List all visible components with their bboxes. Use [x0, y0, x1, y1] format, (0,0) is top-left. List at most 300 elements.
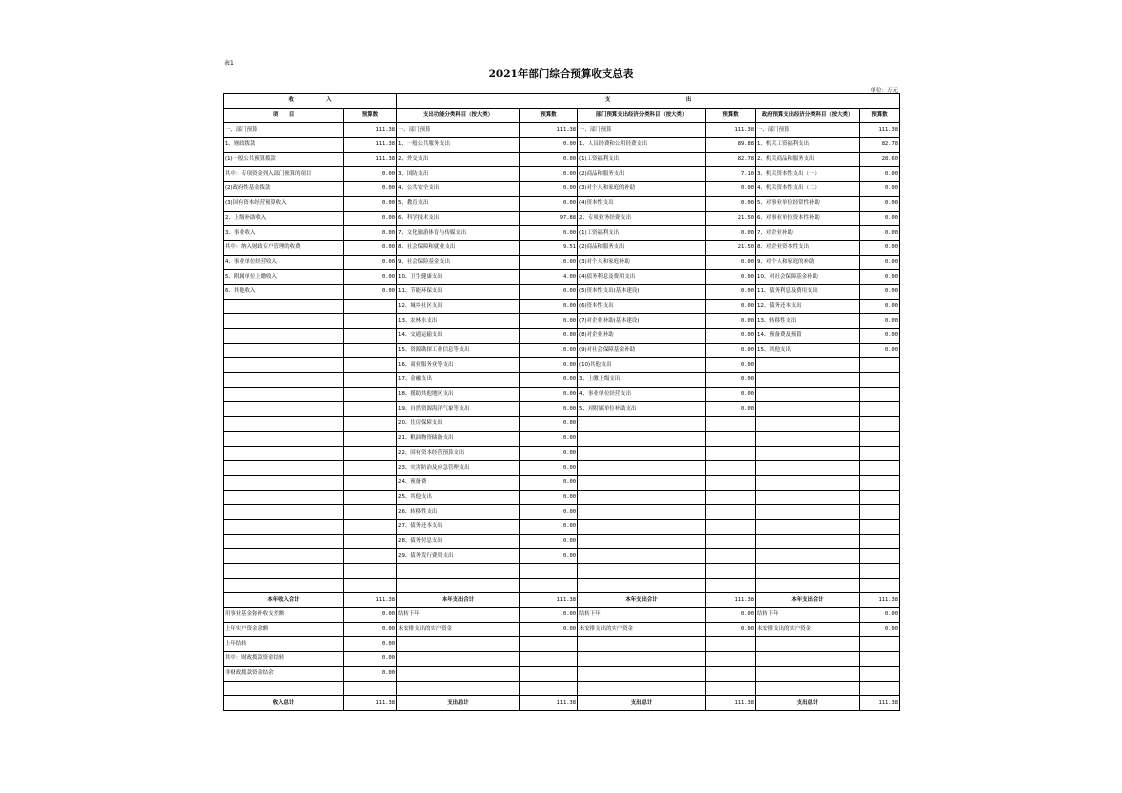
func-item-value: 111.38	[520, 123, 578, 138]
gov-balance-label	[756, 652, 860, 667]
table-row	[224, 343, 900, 358]
table-row	[224, 123, 900, 138]
income-item-value: 0.00	[344, 196, 397, 211]
income-item-label: 2、上级补助收入	[224, 211, 344, 226]
gov-econ-item-label: 11、债务利息及费用支出	[756, 284, 860, 299]
header-row-top	[224, 94, 900, 109]
gov-econ-item-value	[860, 387, 900, 402]
income-item-value	[344, 314, 397, 329]
dept-subtotal-label: 本年支出合计	[578, 593, 706, 608]
table-row	[224, 152, 900, 167]
income-item-value	[344, 475, 397, 490]
dept-econ-item-value: 0.00	[706, 343, 756, 358]
func-balance-label	[397, 652, 520, 667]
gov-econ-item-value: 0.00	[860, 314, 900, 329]
dept-econ-item-value: 0.00	[706, 255, 756, 270]
income-item-label	[224, 329, 344, 344]
table-row	[224, 564, 900, 579]
income-item-value: 0.00	[344, 226, 397, 241]
gov-econ-item-label	[756, 446, 860, 461]
table-row	[224, 622, 900, 637]
col-budget-header: 预算数	[706, 108, 756, 123]
table-row	[224, 182, 900, 197]
dept-econ-item-value	[706, 549, 756, 564]
gov-balance-label	[756, 637, 860, 652]
dept-total-label: 支出总计	[578, 696, 706, 711]
income-item-label	[224, 314, 344, 329]
income-item-value	[344, 578, 397, 593]
dept-econ-item-label: (6)资本性支出	[578, 299, 706, 314]
table-row	[224, 549, 900, 564]
gov-subtotal-label: 本年支出合计	[756, 593, 860, 608]
func-item-label: 13、农林水支出	[397, 314, 520, 329]
table-row	[224, 138, 900, 153]
table-row	[224, 299, 900, 314]
income-item-value	[344, 505, 397, 520]
gov-econ-item-value: 111.38	[860, 123, 900, 138]
func-item-value: 0.00	[520, 534, 578, 549]
gov-econ-item-label: 6、对事业单位资本性补助	[756, 211, 860, 226]
func-balance-value	[520, 652, 578, 667]
gov-econ-item-label	[756, 373, 860, 388]
func-balance-value: 0.00	[520, 608, 578, 623]
func-item-value: 0.00	[520, 329, 578, 344]
func-item-label: 22、国有资本经营预算支出	[397, 446, 520, 461]
income-header: 收 入	[224, 94, 397, 109]
dept-econ-item-label	[578, 564, 706, 579]
dept-econ-item-value	[706, 578, 756, 593]
income-item-value	[344, 358, 397, 373]
dept-econ-item-value: 0.00	[706, 182, 756, 197]
gov-econ-item-label	[756, 461, 860, 476]
dept-econ-item-label	[578, 534, 706, 549]
table-row	[224, 446, 900, 461]
func-item-label: 10、卫生健康支出	[397, 270, 520, 285]
dept-balance-label: 未安排支出的实户资金	[578, 622, 706, 637]
gov-econ-item-value	[860, 564, 900, 579]
income-item-label: (1)一般公共预算拨款	[224, 152, 344, 167]
dept-balance-label	[578, 637, 706, 652]
dept-balance-label	[578, 652, 706, 667]
func-item-value	[520, 578, 578, 593]
dept-econ-item-label	[578, 519, 706, 534]
func-item-label: 4、公共安全支出	[397, 182, 520, 197]
dept-econ-item-value: 0.00	[706, 284, 756, 299]
dept-econ-item-label: (1)工资福利支出	[578, 226, 706, 241]
gov-econ-item-value: 0.00	[860, 167, 900, 182]
income-item-value	[344, 329, 397, 344]
income-item-value	[344, 549, 397, 564]
dept-econ-item-label: (9)对社会保障基金补助	[578, 343, 706, 358]
dept-balance-value	[706, 637, 756, 652]
func-balance-value	[520, 637, 578, 652]
dept-balance-value: 0.00	[706, 622, 756, 637]
table-row	[224, 505, 900, 520]
income-item-value: 0.00	[344, 167, 397, 182]
gov-balance-value: 0.00	[860, 622, 900, 637]
income-item-label	[224, 564, 344, 579]
table-row	[224, 270, 900, 285]
dept-econ-item-label	[578, 461, 706, 476]
income-item-label	[224, 534, 344, 549]
unit-label: 单位：万元	[870, 88, 898, 94]
income-item-value	[344, 446, 397, 461]
func-total-value: 111.38	[520, 696, 578, 711]
income-item-value	[344, 402, 397, 417]
dept-econ-item-label	[578, 431, 706, 446]
func-balance-value	[520, 666, 578, 681]
func-item-label: 19、自然资源海洋气象等支出	[397, 402, 520, 417]
gov-subtotal-value: 111.38	[860, 593, 900, 608]
table-row	[224, 417, 900, 432]
income-item-label: 3、事业收入	[224, 226, 344, 241]
dept-balance-value: 0.00	[706, 608, 756, 623]
dept-econ-item-value: 0.00	[706, 373, 756, 388]
table-row	[224, 578, 900, 593]
col-budget-header: 预算数	[860, 108, 900, 123]
gov-econ-item-label: 2、机关商品和服务支出	[756, 152, 860, 167]
income-balance-value: 0.00	[344, 666, 397, 681]
func-item-value: 0.00	[520, 196, 578, 211]
func-balance-value	[520, 681, 578, 696]
func-item-value: 0.00	[520, 475, 578, 490]
income-item-value	[344, 299, 397, 314]
func-item-label: 17、金融支出	[397, 373, 520, 388]
income-item-label: 其中：专项资金列入部门预算的项目	[224, 167, 344, 182]
func-item-value: 0.00	[520, 490, 578, 505]
income-item-label: (3)国有资本经营预算收入	[224, 196, 344, 211]
income-item-label	[224, 461, 344, 476]
gov-econ-item-value	[860, 417, 900, 432]
gov-econ-item-label: 13、转移性支出	[756, 314, 860, 329]
gov-econ-item-value	[860, 549, 900, 564]
dept-econ-item-value	[706, 534, 756, 549]
dept-econ-item-label: (7)对企业补助(基本建设)	[578, 314, 706, 329]
gov-econ-item-label	[756, 519, 860, 534]
gov-econ-item-value: 0.00	[860, 329, 900, 344]
func-total-label: 支出总计	[397, 696, 520, 711]
dept-econ-item-value: 0.00	[706, 402, 756, 417]
dept-econ-item-label: (5)资本性支出(基本建设)	[578, 284, 706, 299]
income-item-label	[224, 446, 344, 461]
income-item-label	[224, 431, 344, 446]
income-balance-label	[224, 681, 344, 696]
func-item-value: 0.00	[520, 431, 578, 446]
func-item-value: 0.00	[520, 343, 578, 358]
dept-balance-value	[706, 652, 756, 667]
income-item-value: 0.00	[344, 240, 397, 255]
gov-econ-item-label	[756, 564, 860, 579]
func-item-label: 5、教育支出	[397, 196, 520, 211]
func-item-value: 0.00	[520, 373, 578, 388]
gov-econ-item-label: 14、预备费及预留	[756, 329, 860, 344]
gov-econ-item-value	[860, 534, 900, 549]
gov-econ-item-label	[756, 505, 860, 520]
dept-balance-value	[706, 681, 756, 696]
income-total-value: 111.38	[344, 696, 397, 711]
gov-total-value: 111.38	[860, 696, 900, 711]
gov-econ-item-label	[756, 534, 860, 549]
dept-econ-item-label: (4)资本性支出	[578, 196, 706, 211]
subtotal-row	[224, 593, 900, 608]
income-balance-value	[344, 681, 397, 696]
gov-econ-item-label: 15、其他支出	[756, 343, 860, 358]
dept-econ-item-value: 0.00	[706, 196, 756, 211]
page-title: 2021年部门综合预算收支总表	[488, 68, 634, 80]
gov-balance-value	[860, 637, 900, 652]
func-item-value: 0.00	[520, 299, 578, 314]
func-item-value: 0.00	[520, 417, 578, 432]
dept-econ-item-label: (1)工资福利支出	[578, 152, 706, 167]
income-subtotal-value: 111.38	[344, 593, 397, 608]
func-item-label: 11、节能环保支出	[397, 284, 520, 299]
col-gov-econ-header: 政府预算支出经济分类科目（按大类）	[756, 108, 860, 123]
dept-econ-item-value: 21.50	[706, 240, 756, 255]
dept-econ-item-value	[706, 490, 756, 505]
income-item-value	[344, 519, 397, 534]
income-balance-value: 0.00	[344, 652, 397, 667]
gov-econ-item-value	[860, 373, 900, 388]
dept-econ-item-label	[578, 446, 706, 461]
func-item-value	[520, 564, 578, 579]
func-item-label: 15、资源勘探工业信息等支出	[397, 343, 520, 358]
income-item-label	[224, 475, 344, 490]
gov-econ-item-value: 0.00	[860, 196, 900, 211]
gov-balance-value: 0.00	[860, 608, 900, 623]
func-item-value: 0.00	[520, 284, 578, 299]
func-item-value: 0.00	[520, 549, 578, 564]
gov-econ-item-label: 7、对企业补助	[756, 226, 860, 241]
func-item-label: 3、国防支出	[397, 167, 520, 182]
func-item-label: 28、债务付息支出	[397, 534, 520, 549]
func-item-value: 0.00	[520, 182, 578, 197]
dept-balance-label	[578, 681, 706, 696]
gov-econ-item-value: 0.00	[860, 182, 900, 197]
func-item-label: 21、粮油物资储备支出	[397, 431, 520, 446]
table-row	[224, 666, 900, 681]
income-item-value: 0.00	[344, 270, 397, 285]
gov-econ-item-label: 12、债务还本支出	[756, 299, 860, 314]
table-row	[224, 461, 900, 476]
gov-econ-item-label: 3、机关资本性支出（一）	[756, 167, 860, 182]
func-item-label: 18、援助其他地区支出	[397, 387, 520, 402]
func-item-value: 97.88	[520, 211, 578, 226]
func-item-label: 6、科学技术支出	[397, 211, 520, 226]
gov-econ-item-value: 82.78	[860, 138, 900, 153]
gov-balance-label: 结转下年	[756, 608, 860, 623]
dept-econ-item-label	[578, 475, 706, 490]
dept-econ-item-label: 3、上缴上级支出	[578, 373, 706, 388]
col-dept-econ-header: 部门预算支出经济分类科目（按大类）	[578, 108, 706, 123]
table-row	[224, 490, 900, 505]
expense-header: 支 出	[397, 94, 900, 109]
col-item-header: 项 目	[224, 108, 344, 123]
gov-econ-item-value: 0.00	[860, 284, 900, 299]
func-item-value: 0.00	[520, 152, 578, 167]
func-balance-label: 结转下年	[397, 608, 520, 623]
income-item-label: 一、部门预算	[224, 123, 344, 138]
table-row	[224, 373, 900, 388]
gov-econ-item-label	[756, 490, 860, 505]
gov-econ-item-label: 10、对社会保障基金补助	[756, 270, 860, 285]
income-item-value	[344, 373, 397, 388]
gov-econ-item-value	[860, 358, 900, 373]
dept-balance-value	[706, 666, 756, 681]
gov-econ-item-label: 一、部门预算	[756, 123, 860, 138]
dept-econ-item-label: 4、事业单位经营支出	[578, 387, 706, 402]
func-item-value: 0.00	[520, 461, 578, 476]
income-item-label: 其中：纳入财政专户管理的收费	[224, 240, 344, 255]
dept-econ-item-value	[706, 505, 756, 520]
income-balance-label: 上年结转	[224, 637, 344, 652]
gov-econ-item-value: 0.00	[860, 343, 900, 358]
func-subtotal-value: 111.38	[520, 593, 578, 608]
table-row	[224, 167, 900, 182]
table-row	[224, 652, 900, 667]
table-row	[224, 240, 900, 255]
col-func-header: 支出功能分类科目（按大类）	[397, 108, 520, 123]
income-subtotal-label: 本年收入合计	[224, 593, 344, 608]
dept-econ-item-label: (3)对个人和家庭补助	[578, 255, 706, 270]
table-row	[224, 637, 900, 652]
income-item-label	[224, 387, 344, 402]
dept-econ-item-value: 111.38	[706, 123, 756, 138]
dept-econ-item-label: (2)商品和服务支出	[578, 167, 706, 182]
func-item-label	[397, 578, 520, 593]
income-item-label: (2)政府性基金拨款	[224, 182, 344, 197]
func-item-label: 1、一般公共服务支出	[397, 138, 520, 153]
income-total-label: 收入总计	[224, 696, 344, 711]
budget-summary-table	[223, 93, 900, 711]
dept-econ-item-value	[706, 475, 756, 490]
table-row	[224, 431, 900, 446]
gov-econ-item-value: 0.00	[860, 211, 900, 226]
dept-econ-item-label: (2)商品和服务支出	[578, 240, 706, 255]
table-row	[224, 475, 900, 490]
dept-econ-item-value: 21.50	[706, 211, 756, 226]
func-balance-label	[397, 666, 520, 681]
income-balance-label: 非财政拨款资金结余	[224, 666, 344, 681]
gov-econ-item-label: 8、对企业资本性支出	[756, 240, 860, 255]
dept-econ-item-value: 7.10	[706, 167, 756, 182]
gov-total-label: 支出总计	[756, 696, 860, 711]
income-balance-label: 其中：财政拨款资金结转	[224, 652, 344, 667]
table-row	[224, 211, 900, 226]
func-item-value: 0.00	[520, 387, 578, 402]
income-item-value: 0.00	[344, 255, 397, 270]
income-item-value	[344, 461, 397, 476]
gov-econ-item-label	[756, 431, 860, 446]
gov-econ-item-value	[860, 578, 900, 593]
gov-econ-item-label	[756, 387, 860, 402]
table-number-tag: 表1	[224, 60, 234, 67]
dept-econ-item-value: 0.00	[706, 299, 756, 314]
dept-econ-item-label: 5、对附属单位补助支出	[578, 402, 706, 417]
func-item-value: 0.00	[520, 226, 578, 241]
income-item-label: 6、其他收入	[224, 284, 344, 299]
gov-econ-item-label	[756, 578, 860, 593]
dept-econ-item-label: 1、人员经费和公用经费支出	[578, 138, 706, 153]
income-item-label: 5、附属单位上缴收入	[224, 270, 344, 285]
func-item-label: 12、城乡社区支出	[397, 299, 520, 314]
gov-balance-value	[860, 652, 900, 667]
gov-econ-item-value	[860, 490, 900, 505]
gov-econ-item-value	[860, 519, 900, 534]
gov-econ-item-value: 0.00	[860, 240, 900, 255]
func-balance-label	[397, 637, 520, 652]
gov-econ-item-label	[756, 417, 860, 432]
table-row	[224, 387, 900, 402]
income-item-label	[224, 505, 344, 520]
dept-econ-item-label	[578, 505, 706, 520]
func-item-label: 9、社会保险基金支出	[397, 255, 520, 270]
func-item-label	[397, 564, 520, 579]
func-item-value: 0.00	[520, 138, 578, 153]
dept-econ-item-label: (4)债务利息及费用支出	[578, 270, 706, 285]
income-item-label	[224, 358, 344, 373]
func-item-value: 0.00	[520, 505, 578, 520]
gov-econ-item-value: 0.00	[860, 270, 900, 285]
income-item-label	[224, 417, 344, 432]
func-balance-label: 未安排支出的实户资金	[397, 622, 520, 637]
func-item-label: 16、商业服务业等支出	[397, 358, 520, 373]
func-item-label: 8、社会保障和就业支出	[397, 240, 520, 255]
income-item-label	[224, 343, 344, 358]
dept-econ-item-value	[706, 461, 756, 476]
income-balance-value: 0.00	[344, 608, 397, 623]
gov-econ-item-value	[860, 446, 900, 461]
table-row	[224, 358, 900, 373]
header-row-columns	[224, 108, 900, 123]
income-balance-label: 用事业基金弥补收支差额	[224, 608, 344, 623]
func-item-value: 0.00	[520, 402, 578, 417]
gov-balance-label	[756, 681, 860, 696]
func-item-value: 0.00	[520, 255, 578, 270]
income-item-label	[224, 519, 344, 534]
income-balance-value: 0.00	[344, 622, 397, 637]
gov-econ-item-label: 1、机关工资福利支出	[756, 138, 860, 153]
dept-econ-item-label	[578, 578, 706, 593]
dept-econ-item-value: 0.00	[706, 270, 756, 285]
income-item-value	[344, 431, 397, 446]
func-item-label: 7、文化旅游体育与传媒支出	[397, 226, 520, 241]
income-item-value: 111.38	[344, 152, 397, 167]
table-row	[224, 314, 900, 329]
gov-econ-item-value: 0.00	[860, 299, 900, 314]
func-item-value: 0.00	[520, 314, 578, 329]
income-item-label	[224, 402, 344, 417]
income-item-value	[344, 534, 397, 549]
func-subtotal-label: 本年支出合计	[397, 593, 520, 608]
dept-econ-item-value	[706, 446, 756, 461]
func-balance-value: 0.00	[520, 622, 578, 637]
func-item-value: 0.00	[520, 446, 578, 461]
dept-total-value: 111.38	[706, 696, 756, 711]
gov-econ-item-label	[756, 475, 860, 490]
dept-econ-item-value: 0.00	[706, 387, 756, 402]
gov-econ-item-label	[756, 549, 860, 564]
income-item-label	[224, 373, 344, 388]
dept-subtotal-value: 111.38	[706, 593, 756, 608]
income-item-value: 0.00	[344, 284, 397, 299]
gov-balance-label	[756, 666, 860, 681]
income-item-label: 4、事业单位经营收入	[224, 255, 344, 270]
gov-econ-item-label: 5、对事业单位经常性补助	[756, 196, 860, 211]
func-balance-label	[397, 681, 520, 696]
dept-econ-item-label	[578, 549, 706, 564]
gov-econ-item-value: 0.00	[860, 226, 900, 241]
dept-econ-item-value: 89.88	[706, 138, 756, 153]
